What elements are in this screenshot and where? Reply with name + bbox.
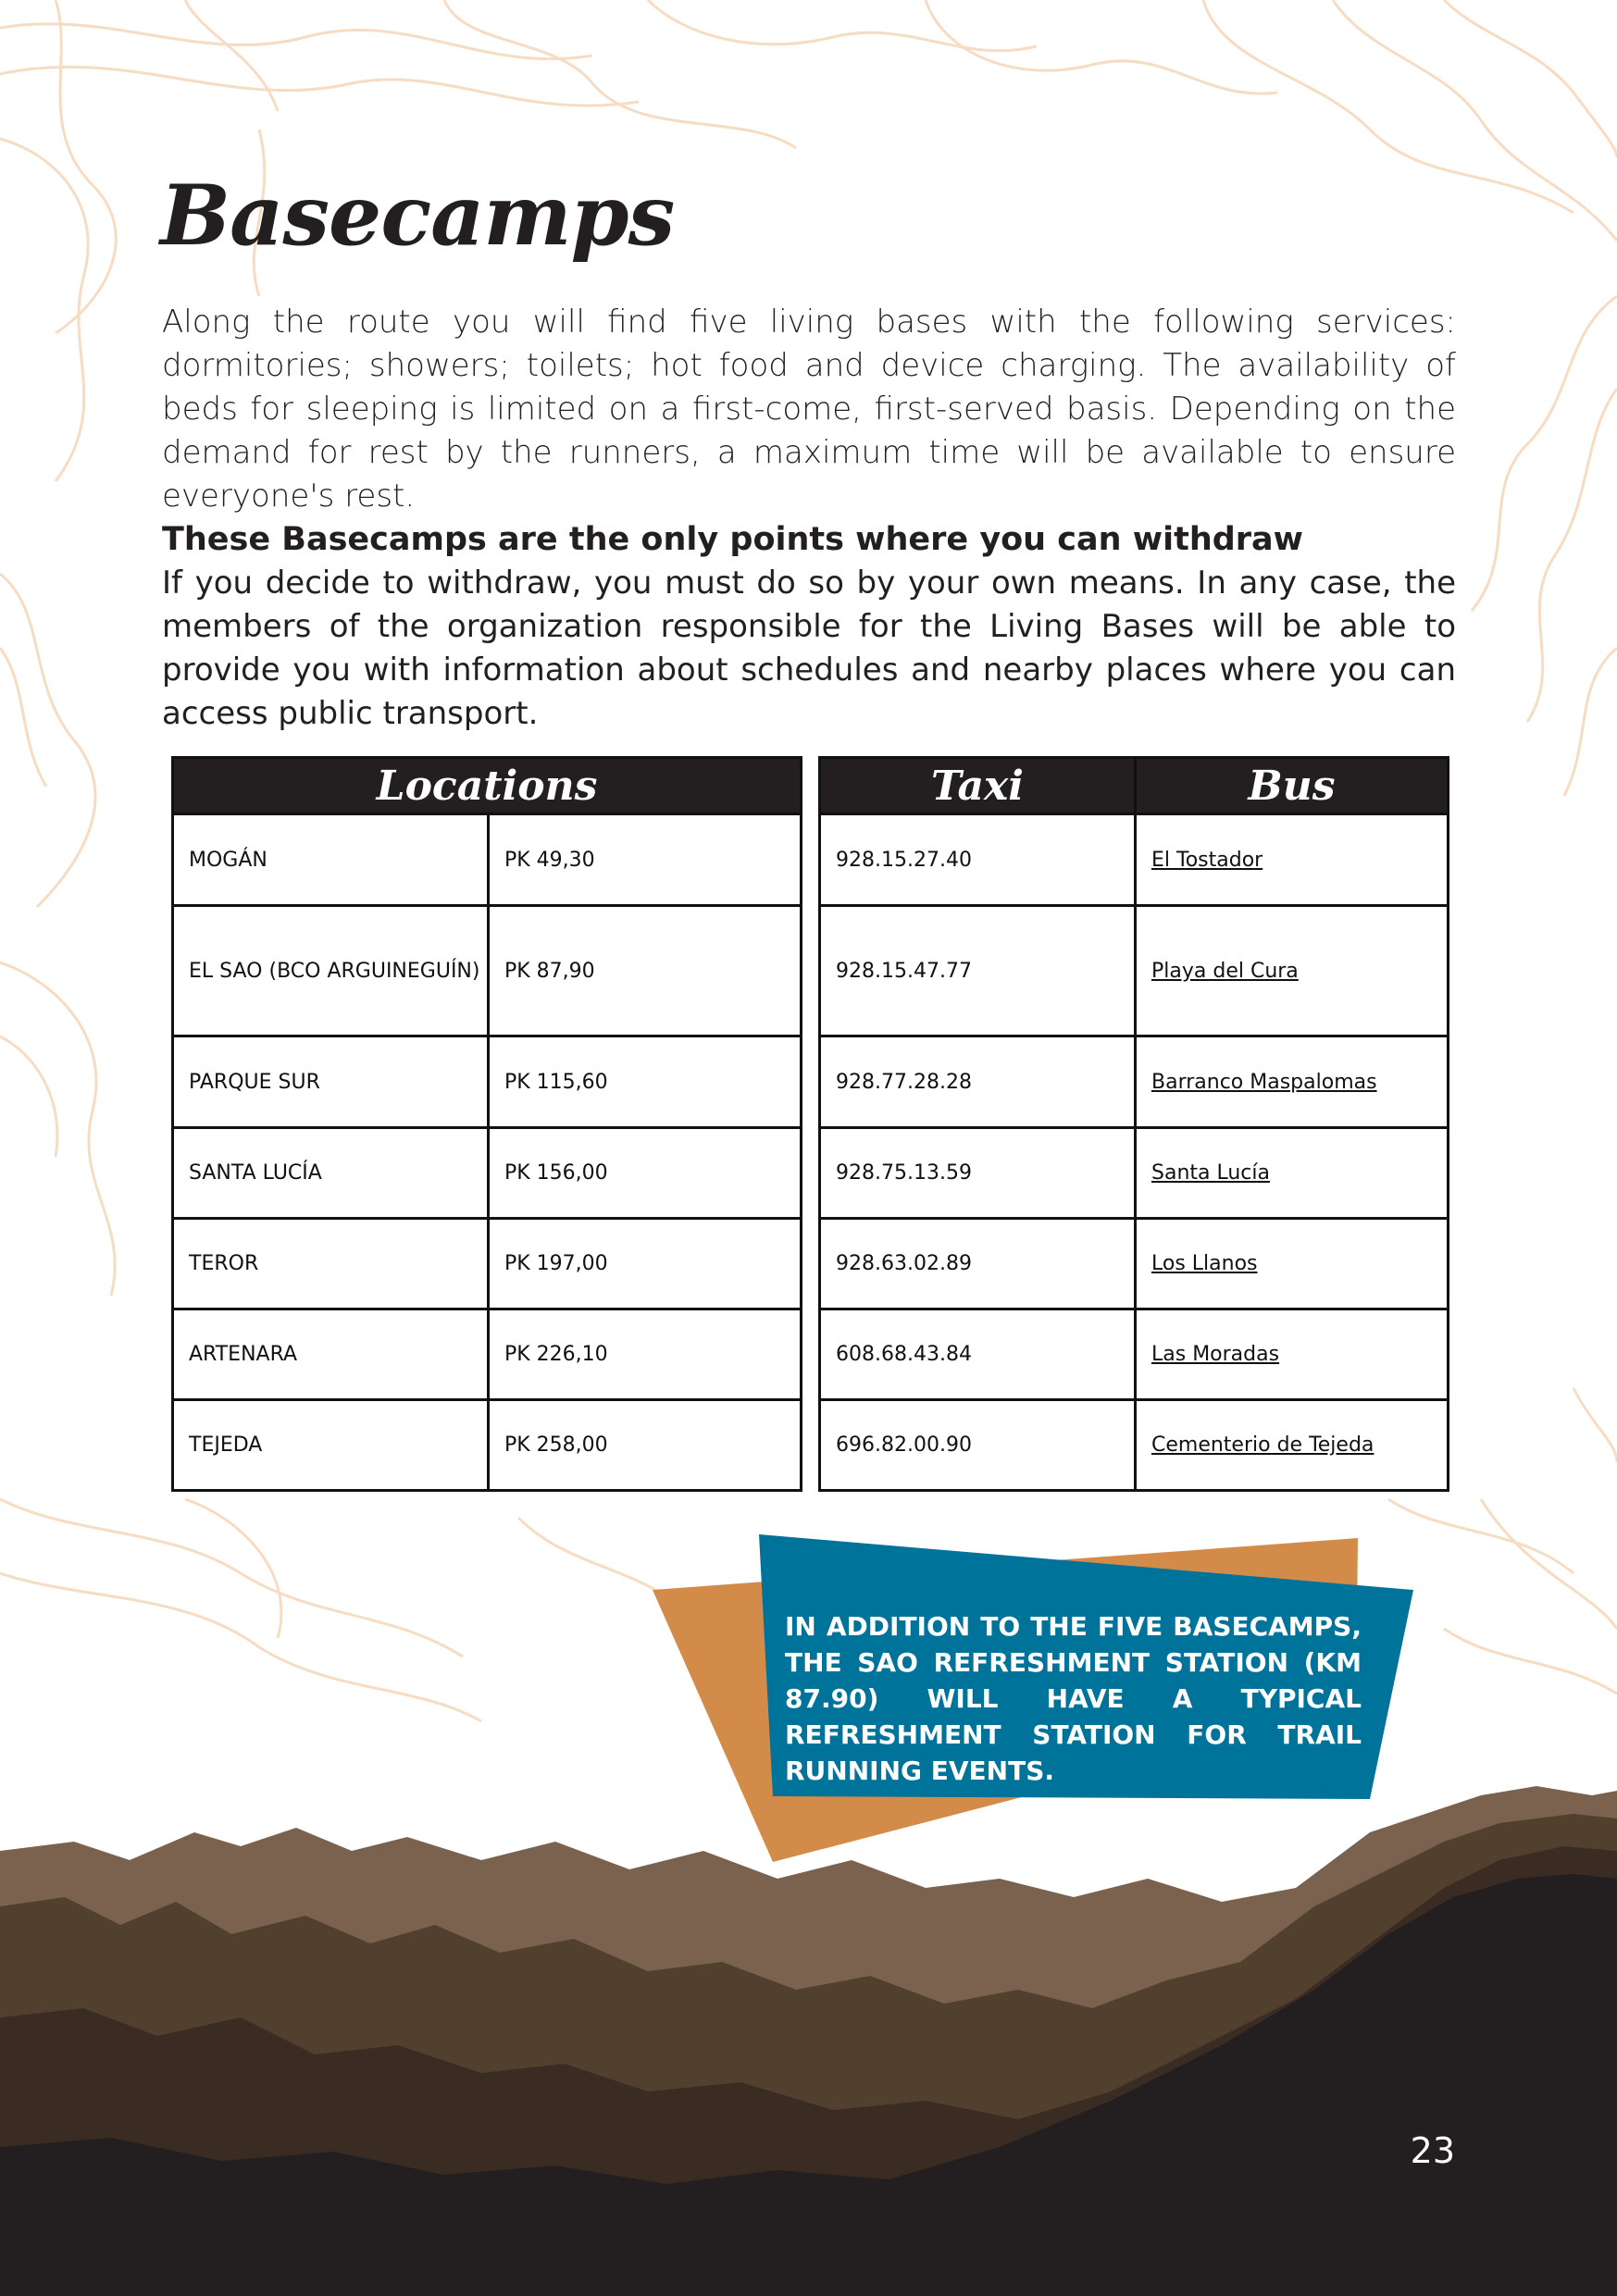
callout-text: IN ADDITION TO THE FIVE BASECAMPS, THE SAO REFRESHMENT STATION (KM 87.90) WILL HAVE A TYPICAL REFRESHMENT STATION FOR TRAIL RUNNING EVENTS. [785,1611,1362,1786]
table-row [173,906,802,1036]
bus-stop-link[interactable]: Playa del Cura [1151,959,1299,983]
page-number: 23 [1410,2130,1455,2171]
location-name: EL SAO (BCO ARGUINEGUÍN) [173,906,489,1036]
taxi-phone: 608.68.43.84 [820,1309,1136,1400]
location-name: MOGÁN [173,814,489,906]
table-row [820,814,1449,906]
taxi-phone: 928.75.13.59 [820,1128,1136,1219]
withdraw-paragraph: If you decide to withdraw, you must do so by your own means. In any case, the members of the organization responsible for the Living Bases will be able to provide you with information about schedules and nearby places where you can access public transport. [162,565,1456,732]
transport-table [818,756,1449,1492]
location-pk: PK 156,00 [489,1128,802,1219]
location-name: SANTA LUCÍA [173,1128,489,1219]
taxi-phone: 928.77.28.28 [820,1036,1136,1128]
location-name: ARTENARA [173,1309,489,1400]
table-row [820,1036,1449,1128]
table-row [820,1400,1449,1491]
table-row [173,1128,802,1219]
location-name: PARQUE SUR [173,1036,489,1128]
bus-stop-link[interactable]: El Tostador [1151,848,1263,872]
locations-table [171,756,802,1492]
location-pk: PK 87,90 [489,906,802,1036]
bus-stop-link[interactable]: Barranco Maspalomas [1151,1070,1377,1094]
location-pk: PK 49,30 [489,814,802,906]
table-row [173,1219,802,1309]
table-row [820,906,1449,1036]
table-row [173,1400,802,1491]
taxi-phone: 928.15.27.40 [820,814,1136,906]
withdraw-heading: These Basecamps are the only points where you can withdraw [162,521,1303,558]
bus-stop-link[interactable]: Santa Lucía [1151,1161,1270,1185]
table-row [820,1128,1449,1219]
table-row [173,1036,802,1128]
location-pk: PK 258,00 [489,1400,802,1491]
bus-stop-link[interactable]: Cementerio de Tejeda [1151,1433,1374,1457]
bus-stop-link[interactable]: Las Moradas [1151,1343,1280,1366]
taxi-phone: 928.63.02.89 [820,1219,1136,1309]
location-name: TEJEDA [173,1400,489,1491]
locations-header: Locations [173,758,802,814]
table-row [820,1219,1449,1309]
page-title: Basecamps [160,167,675,265]
bus-header: Bus [1136,758,1449,814]
table-row [173,1309,802,1400]
location-pk: PK 115,60 [489,1036,802,1128]
intro-paragraph: Along the route you will find five living bases with the following services: dormitories; showers; toilets; hot food and device charging. The availability of beds for sleeping is limited on a first-come, first-served basis. Depending on the demand for rest by the runners, a maximum time will be available to ensure everyone's rest. [162,304,1456,515]
taxi-phone: 696.82.00.90 [820,1400,1136,1491]
location-pk: PK 226,10 [489,1309,802,1400]
table-row [173,814,802,906]
taxi-phone: 928.15.47.77 [820,906,1136,1036]
location-pk: PK 197,00 [489,1219,802,1309]
table-row [820,1309,1449,1400]
location-name: TEROR [173,1219,489,1309]
bus-stop-link[interactable]: Los Llanos [1151,1252,1258,1275]
taxi-header: Taxi [820,758,1136,814]
